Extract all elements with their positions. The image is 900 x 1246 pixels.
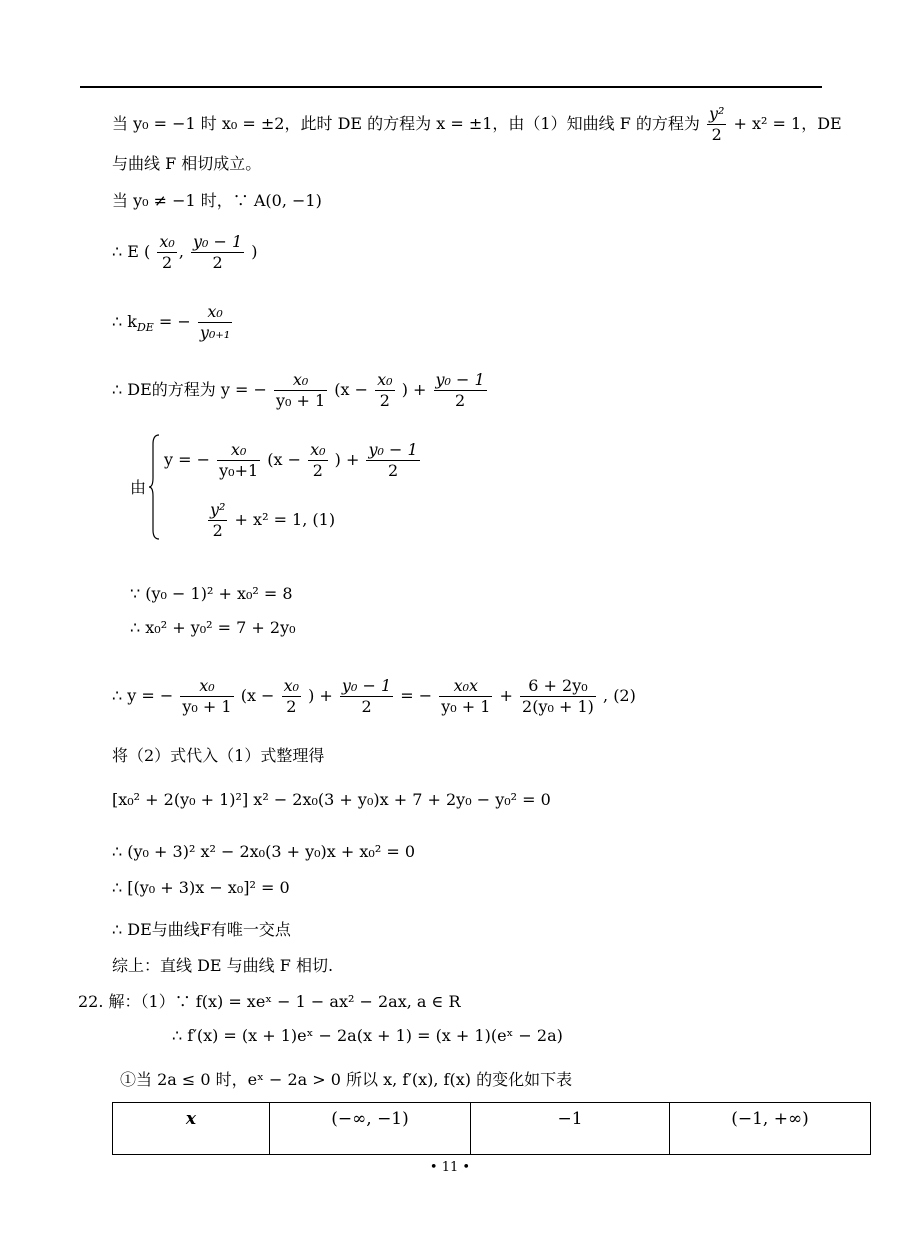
fraction-numerator: x₀x	[439, 676, 492, 697]
fraction-denominator: y₀ + 1	[182, 697, 232, 716]
system-label: 由	[130, 478, 147, 497]
fraction	[274, 370, 327, 411]
line-6	[112, 370, 489, 411]
text-segment: + x² = 1，DE	[733, 114, 842, 133]
line-18: ①当 2a ≤ 0 时，eˣ − 2a > 0 所以 x, f′(x), f(x) 的变化如下表	[120, 1070, 573, 1089]
table-row	[113, 1103, 871, 1155]
fraction-numerator: x₀	[274, 370, 327, 391]
fraction-denominator: 2	[286, 697, 297, 716]
fraction	[340, 676, 393, 717]
fraction	[308, 440, 327, 481]
fraction-numerator: x₀	[180, 676, 233, 697]
system-equation-1	[164, 440, 422, 481]
text-segment: , (2)	[603, 686, 636, 705]
header-rule	[80, 86, 822, 88]
text-segment: ∴ E (	[112, 242, 151, 261]
line-11: [x₀² + 2(y₀ + 1)²] x² − 2x₀(3 + y₀)x + 7 + 2y₀ − y₀² = 0	[112, 790, 551, 809]
line-16: 22. 解：（1）∵ f(x) = xeˣ − 1 − ax² − 2ax, a ∈ R	[78, 992, 461, 1011]
fraction-numerator: y₀ − 1	[435, 370, 485, 389]
fraction	[520, 676, 596, 717]
text-segment: = −	[400, 686, 433, 705]
fraction-numerator: x₀	[159, 232, 175, 251]
fraction-numerator: y₀ − 1	[341, 676, 392, 695]
text-segment: ∴ DE的方程为 y = −	[112, 380, 267, 399]
table-cell: x	[113, 1103, 270, 1155]
fraction-numerator: x₀	[377, 370, 393, 389]
fraction-numerator: y₀ − 1	[368, 440, 418, 459]
fraction	[208, 500, 227, 541]
fraction-denominator: 2	[379, 391, 390, 410]
text-segment: ∴ y = −	[112, 686, 174, 705]
fraction-denominator: 2	[212, 521, 223, 540]
fraction-denominator: y₀ + 1	[441, 697, 491, 716]
fraction-numerator: y²	[708, 104, 725, 123]
system-equation-2	[206, 500, 335, 541]
fraction	[191, 232, 244, 273]
line-14: ∴ DE与曲线F有唯一交点	[112, 920, 291, 939]
fraction-numerator: x₀	[283, 676, 299, 695]
page-number: • 11 •	[429, 1160, 471, 1175]
line-1	[112, 104, 842, 145]
fraction-numerator: y²	[210, 500, 226, 519]
fraction	[157, 232, 176, 273]
line-13: ∴ [(y₀ + 3)x − x₀]² = 0	[112, 878, 290, 897]
text-segment: = −	[153, 312, 191, 331]
line-12: ∴ (y₀ + 3)² x² − 2x₀(3 + y₀)x + x₀² = 0	[112, 842, 415, 861]
fraction-denominator: 2	[361, 697, 372, 716]
text-segment: (x −	[240, 686, 275, 705]
table-cell: (−1, +∞)	[670, 1103, 871, 1155]
fraction	[366, 440, 419, 481]
fraction-denominator: y₀ + 1	[275, 391, 326, 410]
fraction	[282, 676, 301, 717]
fraction	[707, 104, 726, 145]
line-17: ∴ f′(x) = (x + 1)eˣ − 2a(x + 1) = (x + 1)(eˣ − 2a)	[172, 1026, 563, 1045]
fraction	[198, 302, 232, 343]
table-cell: (−∞, −1)	[270, 1103, 471, 1155]
text-segment: y = −	[164, 450, 211, 469]
text-segment: ) +	[334, 450, 360, 469]
line-15: 综上：直线 DE 与曲线 F 相切.	[112, 956, 334, 975]
text-segment: )	[251, 242, 258, 261]
table-cell: −1	[471, 1103, 670, 1155]
fraction-numerator: y₀ − 1	[192, 232, 243, 251]
line-5	[112, 302, 234, 343]
line-8: ∴ x₀² + y₀² = 7 + 2y₀	[130, 618, 296, 637]
fraction	[434, 370, 487, 411]
fraction-numerator: x₀	[198, 302, 232, 323]
text-segment: 当 y₀ = −1 时 x₀ = ±2，此时 DE 的方程为 x = ±1，由（1）知曲线 F 的方程为	[112, 114, 700, 133]
line-3: 当 y₀ ≠ −1 时，∵ A(0, −1)	[112, 191, 322, 210]
fraction-denominator: 2(y₀ + 1)	[522, 697, 594, 716]
fraction-denominator: 2	[711, 125, 722, 144]
fraction-denominator: 2	[455, 391, 466, 410]
variation-table	[112, 1102, 871, 1155]
line-9	[112, 676, 636, 717]
text-segment: ∴ k	[112, 312, 137, 331]
text-segment: ) +	[308, 686, 333, 705]
fraction	[375, 370, 394, 411]
fraction-numerator: x₀	[310, 440, 326, 459]
fraction-numerator: 6 + 2y₀	[520, 676, 596, 697]
line-10: 将（2）式代入（1）式整理得	[112, 746, 325, 765]
system-brace	[148, 434, 160, 540]
fraction-numerator: x₀	[217, 440, 260, 461]
subscript: DE	[136, 321, 154, 335]
text-segment: ) +	[401, 380, 427, 399]
fraction	[439, 676, 492, 717]
text-segment: (x −	[267, 450, 302, 469]
line-7: ∵ (y₀ − 1)² + x₀² = 8	[130, 584, 293, 603]
fraction-denominator: 2	[212, 253, 223, 272]
fraction-denominator: y₀₊₁	[199, 323, 231, 342]
fraction	[217, 440, 260, 481]
fraction	[180, 676, 233, 717]
fraction-denominator: 2	[388, 461, 399, 480]
line-2: 与曲线 F 相切成立。	[112, 154, 262, 173]
fraction-denominator: 2	[312, 461, 323, 480]
line-4: ∴ E ( $\frac{\text{x₀}}{2}$ , $\frac{\text{y₀ − 1}}{2}$ )	[112, 232, 258, 272]
text-segment: + x² = 1, (1)	[234, 510, 336, 529]
fraction-denominator: 2	[162, 253, 173, 272]
text-segment: (x −	[334, 380, 369, 399]
text-segment: +	[499, 686, 513, 705]
fraction-denominator: y₀+1	[219, 461, 259, 480]
